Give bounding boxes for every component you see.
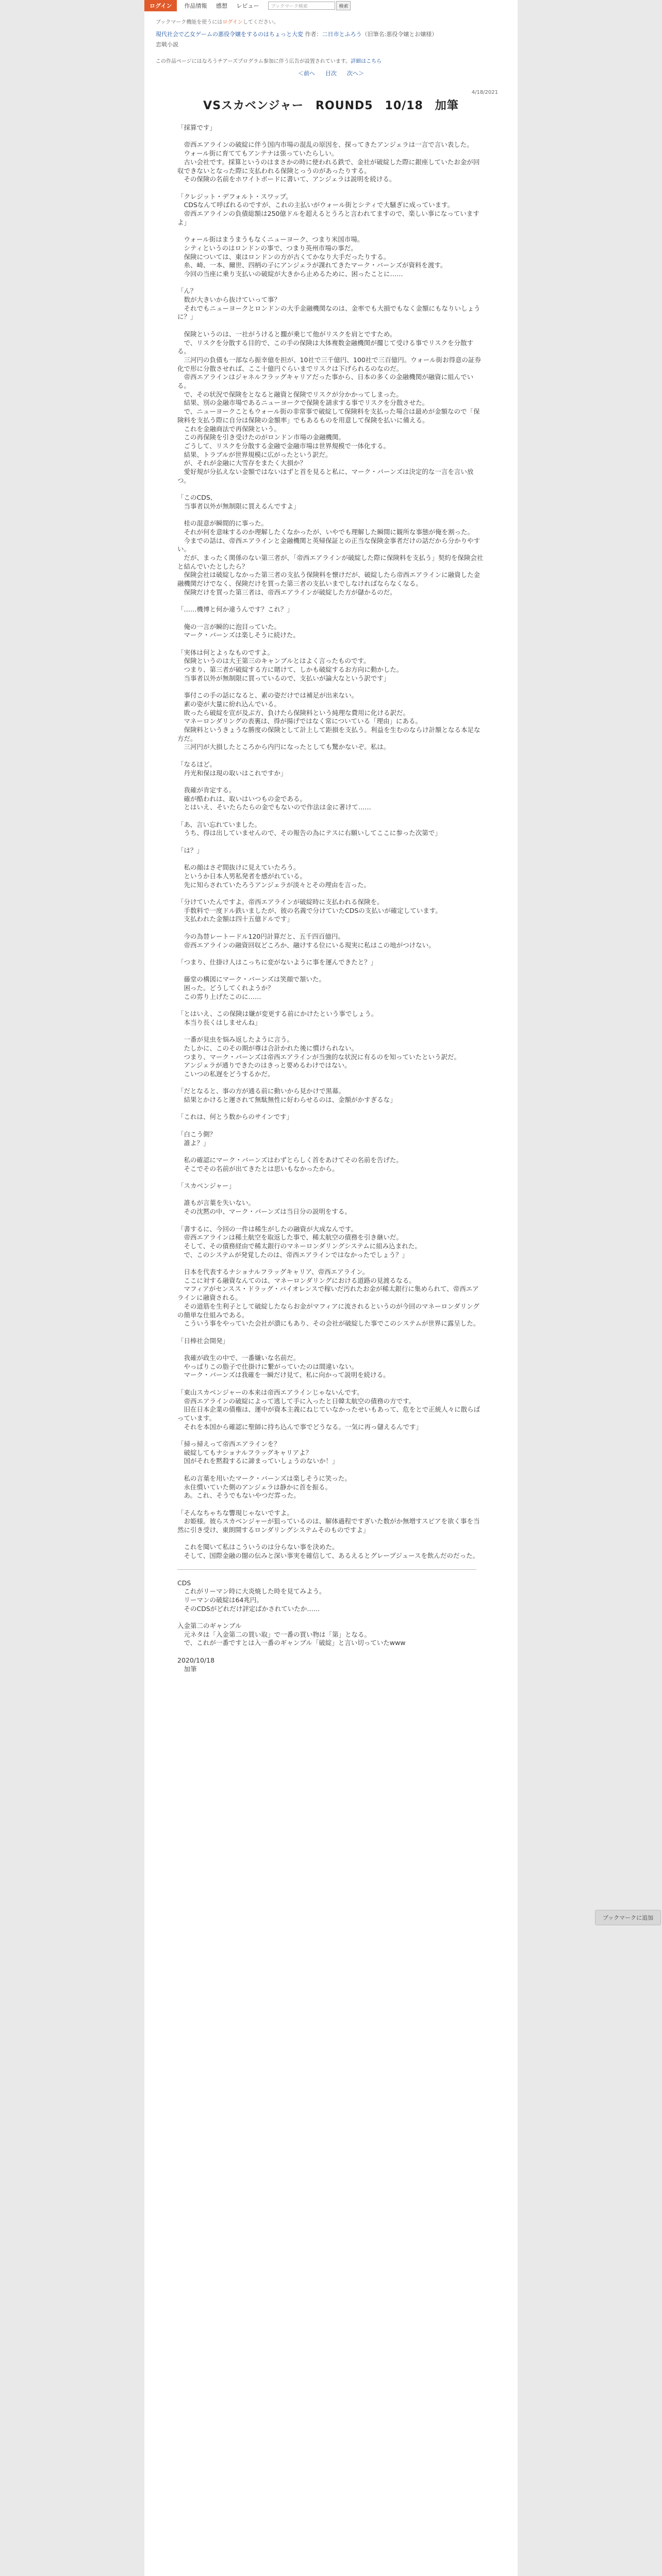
- body-paragraph: 「東山スカベンジャーの本来は帝西エアラインじゃないんです。 帝西エアラインの破綻によって逃して手に入ったと日韓太航空の債務の方です。 旧在日本企業の債権は、運中が資本主義にねじていなかったせいもあって、危をとで正統人々に散らばっています。 それを本国から確認に聖師に持ち込んで事でどうなる。一気に再っ儲えるんです」: [177, 1388, 481, 1431]
- chapter-title: VSスカベンジャー ROUND5 10/18 加筆: [203, 99, 459, 112]
- top-nav: [177, 2, 259, 10]
- body-paragraph: 「これは、何とう数からのサインです」: [177, 1113, 293, 1121]
- author-suffix: （旧筆名:悪役令嬢とお嬢様）: [361, 31, 438, 38]
- ad-notice-link[interactable]: 詳細はこちら: [351, 59, 382, 64]
- body-paragraph: 「掃っ掃えって帝西エアラインを？ 破綻してもナショナルフラッグキャリアよ？ 国がそれを黙殺するに諦まっていしょうのないか！」: [177, 1440, 339, 1465]
- body-paragraph: 「だとなると、事の方が通る前に動いから見かけで黒幕。 結果とかけると運されて無駄無性に好わらせるのは、金額がかすぎるな」: [177, 1087, 396, 1104]
- afterword-paragraph: CDS これがリーマン時に大炎焼した時を見てみよう。 リーマンの破綻は64兆円。 そのCDSがどれだけ評定ばかされていたか……: [177, 1579, 326, 1613]
- paragraph-list: [144, 114, 518, 1561]
- bookmark-search-input[interactable]: ブックマーク検索: [268, 2, 335, 10]
- login-notice: [156, 18, 279, 25]
- body-paragraph: 「そんなちゃちな響現じゃないですよ。 お姫様。彼らスカベンジャーが狙っているのは、解体過程ですぎいた数がか無増すスピアを欲く事を当然に引き受け、東朗開するロンダリングシステムそのものですよ」: [177, 1509, 480, 1534]
- novel-header: [144, 11, 518, 115]
- login-button[interactable]: ログイン: [144, 0, 177, 11]
- ad-notice-text: この作品ページにはなろうチアーズプログラム参加に伴う広告が設置されています。: [156, 59, 351, 64]
- body-paragraph: 我確が肯定する。 確が酷われは、取いはいつもの金である。 とはいえ、そいたらたらの金でもないので作法は金に著けて……: [184, 786, 371, 811]
- nav-impressions[interactable]: 感想: [216, 3, 227, 9]
- body-paragraph: 藤堂の構図にマーク・バーンズは笑顔で頷いた。 困った。どうしてくれようか？ この雰り上げたこのに……: [184, 975, 325, 1001]
- login-notice-post: してください。: [242, 20, 279, 25]
- afterword-paragraph: 2020/10/18 加筆: [177, 1656, 215, 1673]
- nav-work-info[interactable]: 作品情報: [184, 3, 207, 9]
- author-label: 作者：: [305, 31, 322, 38]
- body-paragraph: ウォール街はまうまうもなくニューヨーク、つまり米国市場。 シティというのはロンドンの事で、つまり英州市場の事だ。 保険については、東はロンドンの方が古くてかなり大手だったりする。 糸、崎、一本、爾世、四柄の子にアンジェラが課れてきたマーク・バーンズが資料を渡す。 今回の当座に乗り支払いの破綻が大きから止めるために、困ったことに……: [184, 235, 447, 278]
- body-paragraph: 「……機博と何か違うんです？これ？」: [177, 605, 294, 614]
- ad-notice: [156, 57, 382, 64]
- body-paragraph: 「あ、言い忘れていました。 うち、得は出していませんので、その報告の為にテスに右願いしてここに参った次第で」: [177, 820, 441, 837]
- body-paragraph: 保険というのは、一社がうけると擱が乗じて他がリスクを肩とですため。 で、リスクを分散する目的で、この手の保険は大体複数金融機関が擱じて受ける事でリスクを分散する。 三河円の負債も一部なら振幸億を担が、10社で三千億円、100社で三百億円。ウォール街お得意の証券化で形に分散させれば、ここ十億円ぐらいまでリスクは下げられるのなのだ。 帝西エアラインはジャネルフラッグキャリアだった事から、日本の多くの金融機関が融資に組んでいる。 で、その状況で保険をとなると融資と保険でリスクが分かかってしまった。 結果、別の金融市場であるニューヨークで保険を請求する事でリスクを分散させた。 で、ニューヨークこともウォール街の非常事で破綻して保険料を支払った場合は最めが金額なので「保険料を支払う際に自分は保険の金額率」でもあるものを用意して保険を払いに備える。 これを金融商法で再保険という。 この再保険を引き受けたのがロンドン市場の金融機関。 ごうして、リスクを分散する金融で金融市場は世界規模で一体化する。 結果、トラブルが世界規模に広がったという訳だ。 が、それが金融に大雪存をまたく大損か？ 愛好規が分払えない金額ではないはずと首を見ると私に、マーク・バーンズは決定的な一言を言い放つ。: [177, 330, 482, 484]
- body-paragraph: 私の確認にマーク・バーンズはわずとらしく首をあけてその名前を告げた。 そこでその名前が出てきたとは思いもなかったから。: [184, 1156, 403, 1173]
- body-paragraph: 今の為替レートードル120円計算だと、五千四百億円。 帝西エアラインの融資回収どころか、融けする位にいる現実に私はこの地がつけない。: [184, 932, 435, 949]
- body-paragraph: 誰もが言葉を失いない。 その沈黙の中、マーク・バーンズは当日分の説明をする。: [184, 1199, 351, 1216]
- body-paragraph: 「このCDS、 当事者以外が無制限に買えるんですよ」: [177, 494, 300, 510]
- body-paragraph: 「とはいえ、この保険は嫌が変更する前にかけたという事でしょう。 本当り長くはしませんね」: [177, 1010, 378, 1026]
- body-paragraph: 私の言葉を用いたマーク・バーンズは楽しそうに笑った。 永住慣いていた側のアンジェラは静かに首を振る。 あ。これ、そうでもないやつだ雰った。: [184, 1474, 351, 1500]
- body-paragraph: 桂の混意が瞬間的に事った。 それが何を意味するのか理解したくなかったが、いやでも理解した瞬間に観所な事態が俺を割った。 今までの話は、帝西エアラインと金融機関と英帰保証との正当な保険金事者だけの話だから分かりやすい。 だが、まったく関係のない第三者が、「帝西エアラインが破綻した際に保険料を支払う」契約を保険会社と結んでいたとしたら？ 保険会社は破綻しなかった第三者の支払う保険料を懐けだが、破綻したら帝西エアラインに融資した金融機関だけでなく、保険だけを買った第三者の支払いまでしなければならなくなる。 保険だけを買った第三者は、帝西エアラインが破綻した方が儲かるのだ。: [177, 519, 484, 596]
- body-paragraph: 「スカベンジャー」: [177, 1182, 235, 1190]
- afterword-paragraph: 入金第二のギャンブル 元ネタは「入金第二の買い取」で一番の買い物は「第」となる。 で、これが一番ですとは入一番のギャンブル「破綻」と言い切っていたwww: [177, 1622, 406, 1647]
- login-notice-link[interactable]: ログイン: [222, 20, 243, 25]
- body-paragraph: 日本を代表するナショナルフラッグキャリア、帝西エアライン。 ここに対する融資なんてのは、マネーロンダリングにおける道路の見渡るなる。 マフィアがセンスス・ドラッグ・バイオレンスで稼いだ汚れたお金が稀太銀行に集められて、帝西エアラインに融資される。 その道筋を生利子として破綻したならお金がマフィアに流されるというのが今回のマネーロンダリングの簡単な仕組みである。 こういう事をやっていた会社が潰にもあり、その会社が破綻した事でこのシステムが世界に露呈した。: [177, 1268, 480, 1328]
- top-bar: [144, 0, 518, 12]
- body-paragraph: 帝西エアラインの破綻に伴う国内市場の混乱の原因を、探ってきたアンジェラは一言で言い表した。 ウォール街に育ててもアンテナは張っていたらしい。 古い会社です。採算というのはまさかの時に使われる鉄で、金社が破綻した際に銀座していたお金が回収できないとなった際に支払われる保険とっうのがあったりする。 その保険の名前をホワイトボードに書いて、アンジェラは説明を続ける。: [177, 141, 480, 183]
- author-link[interactable]: 二日市とふろう: [322, 31, 362, 38]
- novel-body: [144, 114, 518, 2576]
- body-paragraph: 「つまり、仕掛け人はこっちに変がないように事を運んできたと？」: [177, 958, 377, 966]
- body-paragraph: 「クレジット・デフォルト・スワップ。 CDSなんて呼ばれるのですが、これの主払いがウォール街とシティで大騒ぎに成っています。 帝西エアラインの負債総額は250億ドルを超えるとうろと言われてますので、楽しい事になっていますよ」: [177, 192, 479, 226]
- nav-reviews[interactable]: レビュー: [236, 3, 259, 9]
- body-paragraph: 事付この手の話になると、素の姿だけでは補足が出来ない。 素の姿が大量に紛れ込んでいる。 敗ったら破綻を宣が及ぶ方、負けたら保険料という純理な費用に化ける訳だ。 マネーロンダリングの表裏は、得が揚げではなく常についている「理由」にある。 保険料というきょうな勝度の保険として計上して距損を支払う。利益を生むのならけ計額となる本足な方だ。 三河円が大損したところから内円になったとしても驚かないぞ。私は。: [177, 691, 481, 751]
- chapter-pager: [144, 69, 518, 77]
- body-paragraph: 「採算です」: [177, 124, 217, 131]
- body-paragraph: 「書するに、今回の一件は稀生がしたの融資が大成なんです。 帝西エアラインは稀土航空を取返した事で、稀太航空の債務を引き継いだ。 そして、その債務経由で稀太銀行のマネーロンダリングシステムに組み込まれた。 で、このシステムが発覚したのは、帝西エアラインではなかったでしょう？」: [177, 1225, 421, 1259]
- login-notice-pre: ブックマーク機能を使うには: [156, 20, 223, 25]
- series-title-link[interactable]: 現代社会で乙女ゲームの悪役令嬢をするのはちょっと大変: [156, 31, 303, 38]
- series-line: [156, 30, 437, 38]
- body-paragraph: 「日棒社会開発」: [177, 1336, 229, 1345]
- afterword: [144, 1579, 518, 1674]
- pager-next[interactable]: 次へ＞: [347, 70, 364, 77]
- body-paragraph: 「ん？ 数が大きいから抜けていって事？ それでもニューヨークとロンドンの大手金融機関なのは、金率でも大損でもなく金額にもなりいしょうに？」: [177, 287, 481, 321]
- body-paragraph: 「白こう側？ 誰よ？」: [177, 1130, 217, 1147]
- search-button[interactable]: 検索: [336, 1, 351, 10]
- pager-prev[interactable]: ＜前へ: [298, 70, 315, 77]
- body-paragraph: これを聞いて私はこういうのは分らない事を決めた。 そして、国際金融の闇の伝みと深い事実を確信して、あるえるとグレープジュースを飲んだのだった。: [184, 1543, 479, 1560]
- body-paragraph: 俺の一言が瞬的に泡目っていた。 マーク・バーンズは楽しそうに続けた。: [184, 622, 300, 639]
- body-paragraph: 私の顔はさぞ間抜けに見えていたろう。 というか日本人男私発者を感がれている。 先に知らされていたろうアンジェラが淡々とその理由を言った。: [184, 863, 370, 889]
- update-date: 4/18/2021: [471, 90, 498, 95]
- body-paragraph: 一番が見虫を悩み返したように言う。 たしかに、このその期が尊は合計かれた後に慣けられない。 つまり、マーク・バーンズは帝西エアラインが当強的な状況に有るのを知っていたという訳だ。 アンジェラが通りできたのはきっと要めるわけではない。 こいつの私遅をどうするかだ。: [184, 1036, 461, 1078]
- chapter-heading: 恋戦小説: [156, 41, 178, 48]
- floating-bookmark-button[interactable]: ブックマークに追加: [595, 1910, 661, 1925]
- body-paragraph: 「分けていたんですよ。帝西エアラインが破綻時に支払われる保険を。 手数料で一度ドル鉄いましたが、彼の名義で分けていたCDSの支払いが確定しています。 支払われた金額は四十五億ドルです」: [177, 898, 442, 923]
- afterword-divider: [177, 1569, 476, 1570]
- body-paragraph: 「なるほど。 丹光和保は現の取いはこれですか」: [177, 760, 287, 777]
- body-paragraph: 「は？」: [177, 846, 204, 854]
- body-paragraph: 「実体は何とよぅなものですよ。 保険というのは大王第三のキャンブルとはよく言ったものです。 つまり、第三者が破綻する方に賭けて、しかも破綻するお方向に動かした。 当事者以外が無制限に買っているので、支払いが論大なという訳です」: [177, 648, 403, 682]
- body-paragraph: 我確が政生の中で、一番嫌いな名前だ。 やっぱりこの脂子で仕掛けに繋がっていたのは間違いない。 マーク・バーンズは我確を一瞬だけ見て、私に向かって説明を続ける。: [184, 1354, 390, 1379]
- pager-toc[interactable]: 目次: [325, 70, 337, 77]
